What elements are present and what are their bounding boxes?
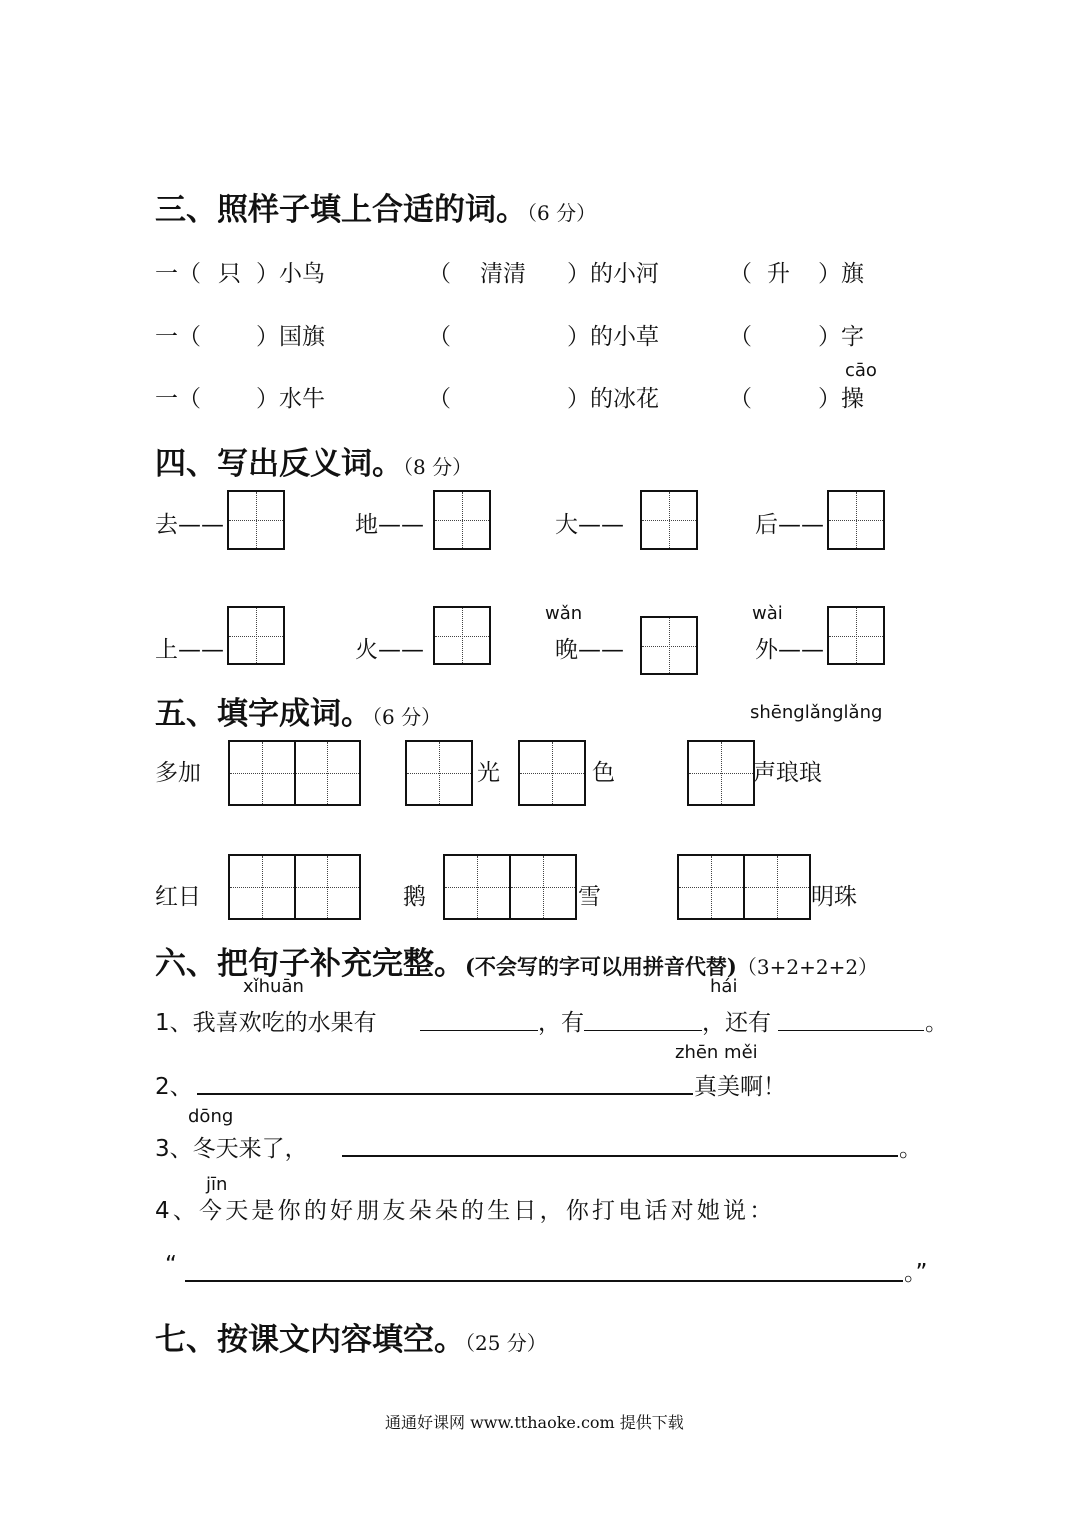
q1-text-d: 。 <box>925 1010 948 1036</box>
word-hongri: 红日 <box>155 884 201 910</box>
section-4-points: （8 分） <box>403 455 473 479</box>
q4-text-a: 4、今天是你的好朋友朵朵的生日，你打电话对她说： <box>155 1198 776 1224</box>
pinyin-shenglanglang: shēnglǎnglǎng <box>750 702 883 723</box>
word-e: 鹅 <box>403 884 426 910</box>
section-6-points: （3+2+2+2） <box>736 955 879 979</box>
q4-close-quote: 。” <box>904 1260 928 1286</box>
answer-boxes[interactable] <box>443 854 577 920</box>
blank-line[interactable] <box>342 1155 898 1157</box>
answer-boxes[interactable] <box>228 854 361 920</box>
section-5-title <box>155 688 441 733</box>
q3-text-a: 3、冬天来了， <box>155 1136 308 1162</box>
section-4-title <box>155 438 472 483</box>
q3-text-b: 。 <box>899 1136 922 1162</box>
pinyin-wan: wǎn <box>545 603 583 624</box>
antonym-hou: 后—— <box>755 512 824 538</box>
s3-r2-c2-open: （ <box>428 324 451 350</box>
word-guang: 光 <box>477 760 500 786</box>
s3-r3-c1: 一（ <box>155 386 201 412</box>
s3-r2-c3-open: （ <box>729 324 752 350</box>
word-shenglanglang: 声琅琅 <box>753 760 822 786</box>
section-7-points: （25 分） <box>465 1331 547 1355</box>
antonym-shang: 上—— <box>155 637 224 663</box>
answer-box[interactable] <box>518 740 586 806</box>
s3-r1-c3-answer: 升 <box>767 261 790 287</box>
footer-text: 通通好课网 www.tthaoke.com 提供下载 <box>385 1413 684 1432</box>
answer-box[interactable] <box>227 606 285 665</box>
s3-r2-c1-tail: ）国旗 <box>256 324 325 350</box>
s3-r1-c3-open: （ <box>729 261 752 287</box>
pinyin-hai: hái <box>710 976 738 997</box>
s3-r2-c1: 一（ <box>155 324 201 350</box>
s3-r3-c2-open: （ <box>428 386 451 412</box>
s3-r1-c2-open: （ <box>428 261 451 287</box>
antonym-wai: 外—— <box>755 637 824 663</box>
s3-r1-c2-answer: 清清 <box>480 261 526 287</box>
pinyin-wai: wài <box>752 603 783 624</box>
blank-line[interactable] <box>584 1030 702 1031</box>
antonym-di: 地—— <box>355 512 424 538</box>
word-xue: 雪 <box>578 884 601 910</box>
section-6-heading: 六、把句子补充完整。 <box>155 946 465 982</box>
s3-r1-c2-tail: ）的小河 <box>567 261 659 287</box>
answer-box[interactable] <box>405 740 473 806</box>
s3-r1-c3-tail: ）旗 <box>818 261 864 287</box>
s3-r3-c1-tail: ）水牛 <box>256 386 325 412</box>
antonym-da: 大—— <box>555 512 624 538</box>
s3-r1-c1-answer: 只 <box>218 261 241 287</box>
answer-boxes[interactable] <box>228 740 361 806</box>
s3-r3-c3-open: （ <box>729 386 752 412</box>
answer-box[interactable] <box>687 740 755 806</box>
word-mingzhu: 明珠 <box>811 884 857 910</box>
s3-r3-c3-tail: ）操 <box>818 386 864 412</box>
word-se: 色 <box>592 760 615 786</box>
section-3-title <box>155 184 596 229</box>
blank-line[interactable] <box>778 1030 924 1031</box>
q2-text-a: 2、 <box>155 1074 193 1100</box>
word-duojia: 多加 <box>155 760 201 786</box>
antonym-qu: 去—— <box>155 512 224 538</box>
section-7-heading: 七、按课文内容填空。 <box>155 1322 465 1358</box>
q1-text-b: ，有 <box>538 1010 584 1036</box>
blank-line[interactable] <box>197 1093 693 1095</box>
answer-box[interactable] <box>227 490 285 550</box>
section-4-heading: 四、写出反义词。 <box>155 446 403 482</box>
blank-line[interactable] <box>185 1280 903 1282</box>
antonym-wan: 晚—— <box>555 637 624 663</box>
s3-r2-c3-tail: ）字 <box>818 324 864 350</box>
answer-box[interactable] <box>827 606 885 665</box>
section-5-points: （6 分） <box>372 705 442 729</box>
s3-r1-c1: 一（ <box>155 261 201 287</box>
pinyin-jin: jīn <box>206 1174 228 1195</box>
section-3-points: （6 分） <box>527 201 597 225</box>
q2-text-b: 真美啊！ <box>694 1074 786 1100</box>
q4-open-quote: “ <box>165 1252 177 1278</box>
answer-boxes[interactable] <box>677 854 811 920</box>
section-6-note: (不会写的字可以用拼音代替) <box>465 954 737 979</box>
answer-box[interactable] <box>827 490 885 550</box>
answer-box[interactable] <box>433 490 491 550</box>
s3-r1-c1-tail: ）小鸟 <box>256 261 325 287</box>
blank-line[interactable] <box>420 1030 538 1031</box>
antonym-huo: 火—— <box>355 637 424 663</box>
answer-box[interactable] <box>640 490 698 550</box>
section-5-heading: 五、填字成词。 <box>155 696 372 732</box>
answer-box[interactable] <box>433 606 491 665</box>
section-7-title <box>155 1314 547 1359</box>
pinyin-xihuan: xǐhuān <box>243 976 304 997</box>
answer-box[interactable] <box>640 616 698 675</box>
q1-text-c: ，还有 <box>702 1010 771 1036</box>
section-3-heading: 三、照样子填上合适的词。 <box>155 192 527 228</box>
pinyin-dong: dōng <box>188 1106 234 1127</box>
s3-r3-c2-tail: ）的冰花 <box>567 386 659 412</box>
s3-pinyin-cao: cāo <box>845 360 877 381</box>
pinyin-zhenmei: zhēn měi <box>675 1042 758 1063</box>
s3-r2-c2-tail: ）的小草 <box>567 324 659 350</box>
q1-text-a: 1、我喜欢吃的水果有 <box>155 1010 377 1036</box>
